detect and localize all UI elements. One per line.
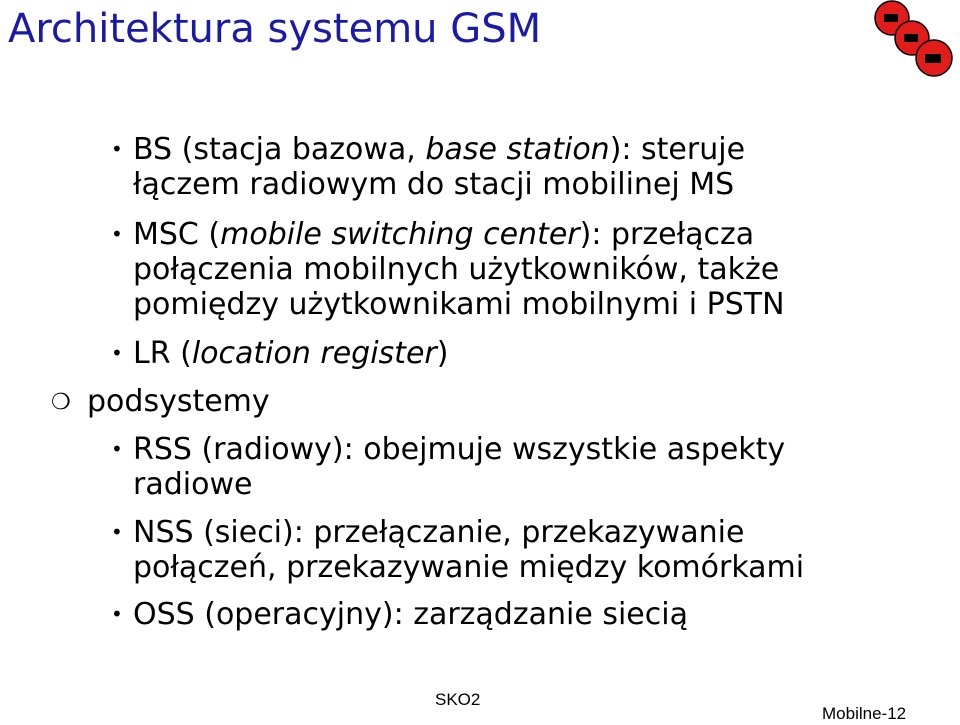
bullet-icon: •: [111, 341, 123, 365]
bullet-icon: •: [111, 222, 123, 246]
bullet-icon: •: [111, 137, 123, 161]
list-item-lr: • LR (location register): [111, 336, 449, 371]
list-item-nss: • NSS (sieci): przełączanie, przekazywanie: [111, 515, 745, 550]
list-item-msc-line3: pomiędzy użytkownikami mobilnymi i PSTN: [133, 287, 785, 322]
list-item-podsystemy: ❍ podsystemy: [51, 384, 270, 419]
list-item-rss-line2: radiowe: [133, 467, 253, 502]
list-item-msc: • MSC (mobile switching center): przełącza: [111, 217, 755, 252]
list-item-oss: • OSS (operacyjny): zarządzanie siecią: [111, 597, 688, 632]
slide-title: Architektura systemu GSM: [8, 6, 542, 52]
list-item-rss: • RSS (radiowy): obejmuje wszystkie aspekty: [111, 432, 786, 467]
list-item-bs: • BS (stacja bazowa, base station): steruje: [111, 132, 746, 167]
hollow-bullet-icon: ❍: [51, 390, 71, 415]
list-item-nss-line2: połączeń, przekazywanie między komórkami: [133, 550, 805, 585]
footer-page-label: Mobilne-12: [822, 704, 907, 723]
bullet-icon: •: [111, 520, 123, 544]
bullet-icon: •: [111, 602, 123, 626]
list-item-msc-line2: połączenia mobilnych użytkowników, także: [133, 252, 780, 287]
list-item-bs-line2: łączem radiowym do stacji mobilinej MS: [133, 167, 735, 202]
bullet-icon: •: [111, 437, 123, 461]
footer-course-label: SKO2: [435, 690, 481, 709]
